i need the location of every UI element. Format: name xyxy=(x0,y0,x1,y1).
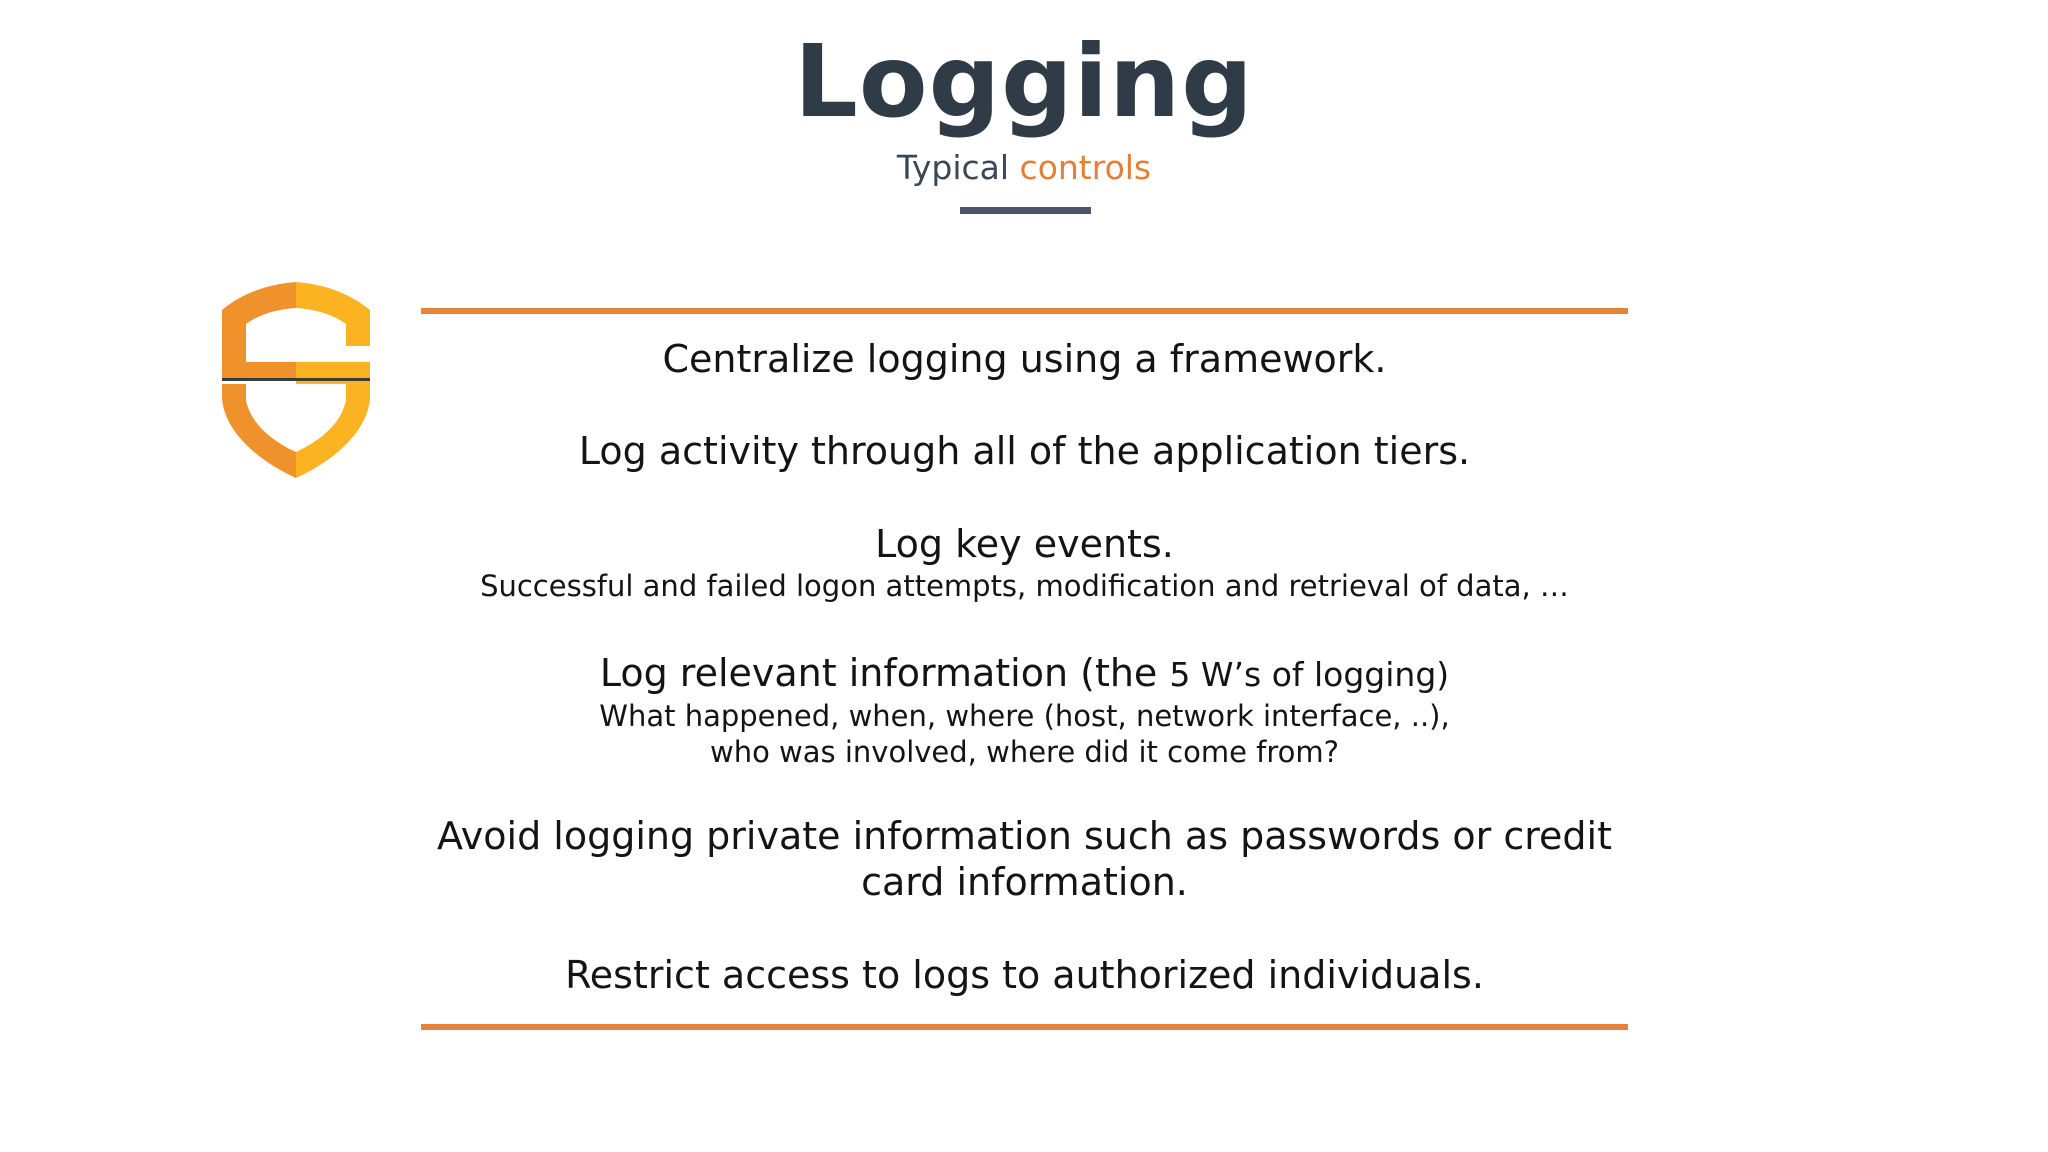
control-item xyxy=(421,428,1628,474)
control-item xyxy=(421,336,1628,382)
control-text: Log activity through all of the application tiers. xyxy=(578,429,1471,473)
subtitle-accent: controls xyxy=(1019,148,1152,187)
control-item xyxy=(421,813,1628,905)
subtitle-plain: Typical xyxy=(896,148,1010,187)
control-text: Avoid logging private information such as passwords or credit card information. xyxy=(437,814,1612,904)
control-text: Log key events. xyxy=(875,522,1174,566)
control-item xyxy=(421,521,1628,604)
control-detail: who was involved, where did it come from? xyxy=(709,735,1340,769)
control-text: Restrict access to logs to authorized individuals. xyxy=(565,953,1484,997)
control-item xyxy=(421,650,1628,770)
controls-list xyxy=(421,0,1628,1152)
page-title: Logging xyxy=(794,23,1254,140)
control-text-small: 5 W’s of logging) xyxy=(1169,655,1450,694)
control-detail: Successful and failed logon attempts, modification and retrieval of data, … xyxy=(480,569,1569,603)
shield-s-logo-icon xyxy=(220,280,372,480)
control-item xyxy=(421,952,1628,998)
control-text: Centralize logging using a framework. xyxy=(662,337,1387,381)
control-text-main: Log relevant information (the xyxy=(599,651,1158,695)
control-detail: What happened, when, where (host, network interface, ..), xyxy=(599,699,1450,733)
control-text xyxy=(421,650,1628,698)
